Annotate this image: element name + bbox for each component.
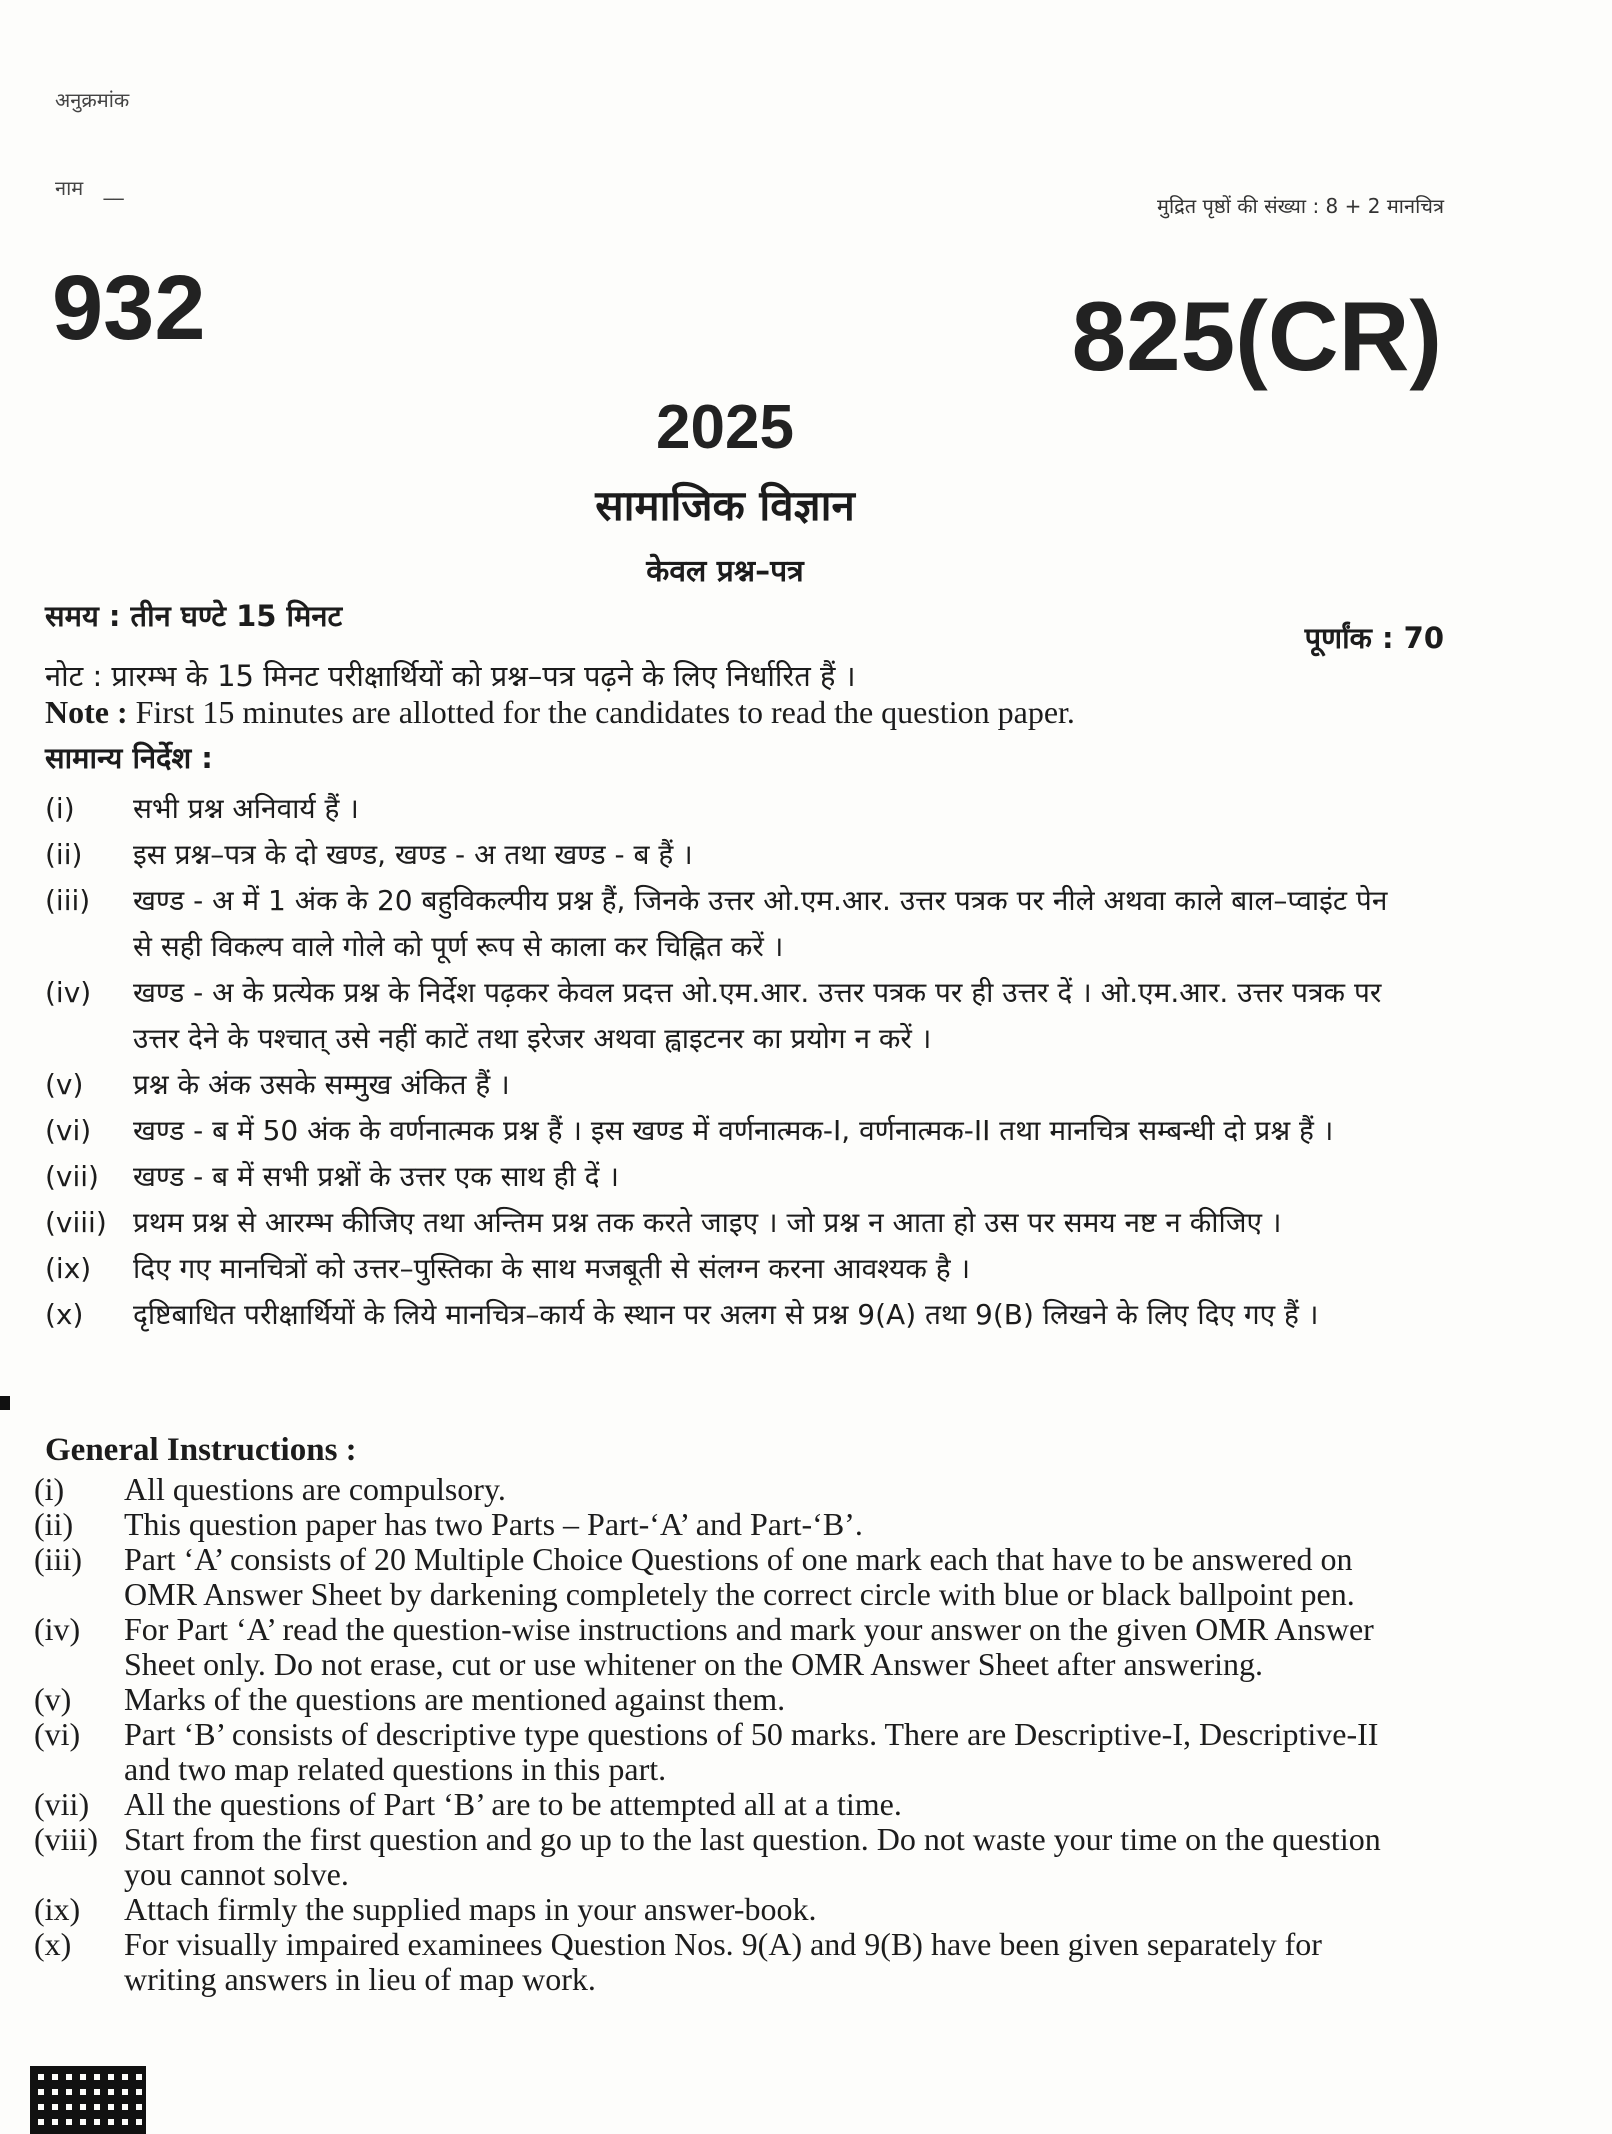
item-text: सभी प्रश्न अनिवार्य हैं । bbox=[133, 792, 359, 825]
item-text: This question paper has two Parts – Part-‘A’ and Part-‘B’. bbox=[124, 1506, 863, 1542]
paper-code: 825(CR) bbox=[1071, 281, 1442, 391]
item-text: For visually impaired examinees Question Nos. 9(A) and 9(B) have been given separately for writing answers in lieu of map work. bbox=[124, 1926, 1322, 1997]
item-text: खण्ड - ब में 50 अंक के वर्णनात्मक प्रश्न हैं । इस खण्ड में वर्णनात्मक-I, वर्णनात्मक-II तथा मानचित्र सम्बन्धी दो प्रश्न हैं । bbox=[133, 1114, 1334, 1147]
item-text: Start from the first question and go up to the last question. Do not waste your time on the question you cannot solve. bbox=[124, 1821, 1381, 1892]
item-number: (ix) bbox=[34, 1891, 81, 1927]
item-number: (iii) bbox=[34, 1541, 82, 1577]
item-number: (x) bbox=[45, 1298, 84, 1331]
hindi-instruction-item bbox=[45, 1062, 1405, 1108]
item-number: (iii) bbox=[45, 884, 91, 917]
item-number: (v) bbox=[45, 1068, 84, 1101]
item-number: (vi) bbox=[34, 1716, 81, 1752]
name-label-text: नाम bbox=[55, 176, 84, 200]
item-number: (ix) bbox=[45, 1252, 92, 1285]
note-hindi: नोट : प्रारम्भ के 15 मिनट परीक्षार्थियों को प्रश्न–पत्र पढ़ने के लिए निर्धारित हैं । bbox=[45, 659, 856, 693]
item-number: (viii) bbox=[34, 1821, 98, 1857]
english-instruction-item bbox=[34, 1822, 1394, 1892]
item-text: Attach firmly the supplied maps in your answer-book. bbox=[124, 1891, 817, 1927]
english-instruction-item bbox=[34, 1717, 1394, 1787]
item-number: (ii) bbox=[34, 1506, 74, 1542]
item-number: (viii) bbox=[45, 1206, 107, 1239]
exam-year: 2025 bbox=[656, 393, 794, 462]
item-text: प्रथम प्रश्न से आरम्भ कीजिए तथा अन्तिम प्रश्न तक करते जाइए । जो प्रश्न न आता हो उस पर समय नष्ट न कीजिए । bbox=[133, 1206, 1282, 1239]
hindi-instruction-item bbox=[45, 832, 1405, 878]
item-text: प्रश्न के अंक उसके सम्मुख अंकित हैं । bbox=[133, 1068, 510, 1101]
hindi-instructions-heading: सामान्य निर्देश : bbox=[45, 741, 213, 775]
english-instruction-item bbox=[34, 1472, 1394, 1507]
scan-edge-mark bbox=[0, 1396, 10, 1410]
item-text: दृष्टिबाधित परीक्षार्थियों के लिये मानचित्र–कार्य के स्थान पर अलग से प्रश्न 9(A) तथा 9(B) लिखने के लिए दिए गए हैं । bbox=[133, 1298, 1319, 1331]
item-text: खण्ड - ब में सभी प्रश्नों के उत्तर एक साथ ही दें । bbox=[133, 1160, 619, 1193]
english-instruction-item bbox=[34, 1892, 1394, 1927]
english-instruction-item bbox=[34, 1927, 1394, 1997]
paper-type: केवल प्रश्न–पत्र bbox=[646, 554, 804, 589]
item-text: For Part ‘A’ read the question-wise instructions and mark your answer on the given OMR Answer Sheet only. Do not erase, cut or use whitener on the OMR Answer Sheet after answering. bbox=[124, 1611, 1374, 1682]
printed-pages-count: मुद्रित पृष्ठों की संख्या : 8 + 2 मानचित्र bbox=[1157, 194, 1444, 218]
item-text: खण्ड - अ में 1 अंक के 20 बहुविकल्पीय प्रश्न हैं, जिनके उत्तर ओ.एम.आर. उत्तर पत्रक पर नीले अथवा काले बाल–प्वाइंट पेन से सही विकल्प वाले गोले को पूर्ण रूप से काला कर चिह्नित करें । bbox=[133, 884, 1388, 963]
qr-code bbox=[30, 2066, 146, 2134]
item-text: Part ‘B’ consists of descriptive type questions of 50 marks. There are Descriptive-I, Descriptive-II and two map related questions in this part. bbox=[124, 1716, 1379, 1787]
item-number: (vii) bbox=[45, 1160, 99, 1193]
item-text: Part ‘A’ consists of 20 Multiple Choice Questions of one mark each that have to be answered on OMR Answer Sheet by darkening completely the correct circle with blue or black ballpoint pen. bbox=[124, 1541, 1355, 1612]
item-text: Marks of the questions are mentioned against them. bbox=[124, 1681, 786, 1717]
item-text: दिए गए मानचित्रों को उत्तर–पुस्तिका के साथ मजबूती से संलग्न करना आवश्यक है । bbox=[133, 1252, 971, 1285]
hindi-instruction-item bbox=[45, 1292, 1405, 1338]
max-marks: पूर्णांक : 70 bbox=[1304, 621, 1444, 655]
note-english bbox=[45, 694, 1075, 731]
item-number: (i) bbox=[34, 1471, 65, 1507]
note-english-text: First 15 minutes are allotted for the candidates to read the question paper. bbox=[135, 694, 1075, 730]
item-number: (vii) bbox=[34, 1786, 90, 1822]
item-text: All questions are compulsory. bbox=[124, 1471, 506, 1507]
item-text: खण्ड - अ के प्रत्येक प्रश्न के निर्देश पढ़कर केवल प्रदत्त ओ.एम.आर. उत्तर पत्रक पर ही उत्तर दें । ओ.एम.आर. उत्तर पत्रक पर उत्तर देने के पश्चात् उसे नहीं काटें तथा इरेजर अथवा ह्वाइटनर का प्रयोग न करें । bbox=[133, 976, 1382, 1055]
hindi-instruction-item bbox=[45, 1154, 1405, 1200]
item-text: All the questions of Part ‘B’ are to be attempted all at a time. bbox=[124, 1786, 902, 1822]
item-number: (i) bbox=[45, 792, 75, 825]
name-blank: __ bbox=[103, 176, 124, 200]
hindi-instruction-item bbox=[45, 878, 1405, 970]
item-number: (x) bbox=[34, 1926, 72, 1962]
hindi-instructions-list bbox=[45, 786, 1405, 1338]
subject-title: सामाजिक विज्ञान bbox=[595, 481, 855, 530]
english-instruction-item bbox=[34, 1542, 1394, 1612]
english-instruction-item bbox=[34, 1787, 1394, 1822]
english-instructions-list bbox=[34, 1472, 1394, 1997]
time-allotted: समय : तीन घण्टे 15 मिनट bbox=[45, 599, 343, 633]
hindi-instruction-item bbox=[45, 970, 1405, 1062]
general-instructions-heading: General Instructions : bbox=[45, 1432, 357, 1468]
hindi-instruction-item bbox=[45, 786, 1405, 832]
item-number: (iv) bbox=[45, 976, 92, 1009]
english-instruction-item bbox=[34, 1612, 1394, 1682]
hindi-instruction-item bbox=[45, 1108, 1405, 1154]
item-number: (iv) bbox=[34, 1611, 81, 1647]
hindi-instruction-item bbox=[45, 1246, 1405, 1292]
item-text: इस प्रश्न–पत्र के दो खण्ड, खण्ड - अ तथा खण्ड - ब हैं । bbox=[133, 838, 693, 871]
item-number: (ii) bbox=[45, 838, 83, 871]
roll-number-label: अनुक्रमांक bbox=[55, 88, 130, 112]
english-instruction-item bbox=[34, 1507, 1394, 1542]
name-label bbox=[55, 174, 124, 201]
hindi-instruction-item bbox=[45, 1200, 1405, 1246]
note-english-label: Note : bbox=[45, 694, 128, 730]
left-code: 932 bbox=[52, 257, 206, 359]
item-number: (vi) bbox=[45, 1114, 92, 1147]
english-instruction-item bbox=[34, 1682, 1394, 1717]
item-number: (v) bbox=[34, 1681, 72, 1717]
